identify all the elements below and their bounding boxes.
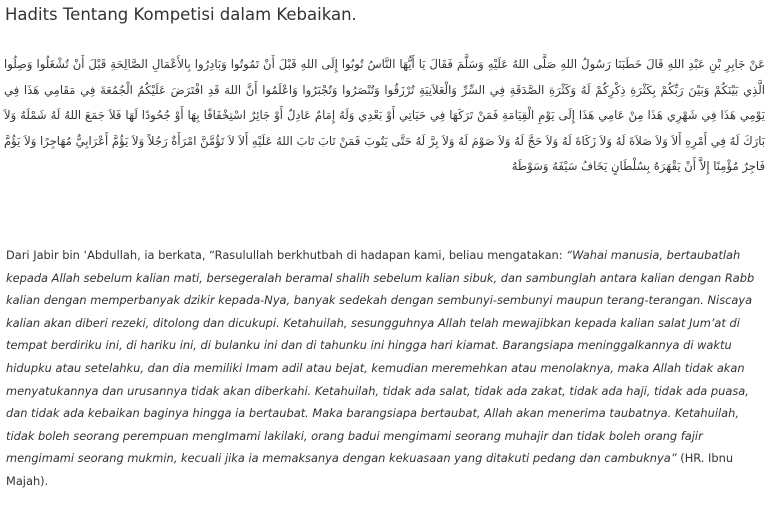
arabic-hadith-text: عَنْ جَابِرِ بْنِ عَبْدِ اللهِ قَالَ خَطَبَنَا رَسُولُ اللهِ صَلَّى اللهُ عَلَيْهِ وَسَلَّمَ فَقَالَ يَا أَيُّهَا النَّاسُ تُوبُوا إِلَى اللهِ قَبْلَ أَنْ تَمُوتُوا وَبَادِرُوا بِالأَعْمَالِ الصَّالِحَةِ قَبْلَ أَنْ تُشْغَلُوا وَصِلُوا الَّذِي بَيْنَكُمْ وَبَيْنَ رَبِّكُمْ بِكَثْرَةِ ذِكْرِكُمْ لَهُ وَكَثْرَةِ الصَّدَقَةِ فِي السِّرِّ وَالْعَلاَنِيَةِ تُرْزَقُوا وَتُنْصَرُوا وَتُجْبَرُوا وَاعْلَمُوا أَنَّ اللهَ قَدِ افْتَرَضَ عَلَيْكُمُ الْجُمُعَةَ فِي مَقَامِي هَذَا فِي يَوْمِي هَذَا فِي شَهْرِي هَذَا مِنْ عَامِي هَذَا إِلَى يَوْمِ الْقِيَامَةِ فَمَنْ تَرَكَهَا فِي حَيَاتِي أَوْ بَعْدِي وَلَهُ إِمَامٌ عَادِلٌ أَوْ جَائِرٌ اسْتِخْفَافًا بِهَا أَوْ جُحُودًا لَهَا فَلاَ جَمَعَ اللهُ لَهُ شَمْلَهُ وَلاَ بَارَكَ لَهُ فِي أَمْرِهِ أَلاَ وَلاَ صَلاَةَ لَهُ وَلاَ زَكَاةَ لَهُ وَلاَ حَجَّ لَهُ وَلاَ صَوْمَ لَهُ وَلاَ بِرَّ لَهُ حَتَّى يَتُوبَ فَمَنْ تَابَ تَابَ اللهُ عَلَيْهِ أَلاَ لاَ تَؤُمَّنَّ امْرَأَةٌ رَجُلاً وَلاَ يَؤُمَّ أَعْرَابِيٌّ مُهَاجِرًا وَلاَ يَؤُمَّ فَاجِرٌ مُؤْمِنًا إِلاَّ أَنْ يَقْهَرَهُ بِسُلْطَانٍ يَخَافُ سَيْفَهُ وَسَوْطَهُ <box>4 57 765 174</box>
hadith-source: (HR. Ibnu Majah). <box>6 451 734 488</box>
translation-intro: Dari Jabir bin ‘Abdullah, ia berkata, “Rasulullah berkhutbah di hadapan kami, beliau mengatakan: <box>6 248 567 262</box>
translation-quote: “Wahai manusia, bertaubatlah kepada Allah sebelum kalian mati, bersegeralah beramal shalih sebelum kalian sibuk, dan sambunglah antara kalian dengan Rabb kalian dengan memperbanyak dzikir kepada-Nya, banyak sedekah dengan sembunyi-sembunyi maupun terang-terangan. Niscaya kalian akan diberi rezeki, ditolong dan dicukupi. Ketahuilah, sesungguhnya Allah telah mewajibkan kepada kalian salat Jum’at di tempat berdiriku ini, di hariku ini, di bulanku ini dan di tahunku ini hingga hari kiamat. Barangsiapa meninggalkannya di waktu hidupku atau setelahku, dan dia memiliki Imam adil atau bejat, kemudian meremehkan atau menolaknya, maka Allah tidak akan menyatukannya dan urusannya tidak akan diberkahi. Ketahuilah, tidak ada salat, tidak ada zakat, tidak ada haji, tidak ada puasa, dan tidak ada kebaikan baginya hingga ia bertaubat. Maka barangsiapa bertaubat, Allah akan menerima taubatnya. Ketahuilah, tidak boleh seorang perempuan mengImami lakilaki, orang badui mengimami seorang muhajir dan tidak boleh orang fajir mengimami seorang mukmin, kecuali jika ia memaksanya dengan kekuasaan yang ditakuti pedang dan cambuknya” <box>6 248 755 466</box>
article-heading: Hadits Tentang Kompetisi dalam Kebaikan. <box>5 5 357 24</box>
translation-paragraph <box>6 244 764 493</box>
